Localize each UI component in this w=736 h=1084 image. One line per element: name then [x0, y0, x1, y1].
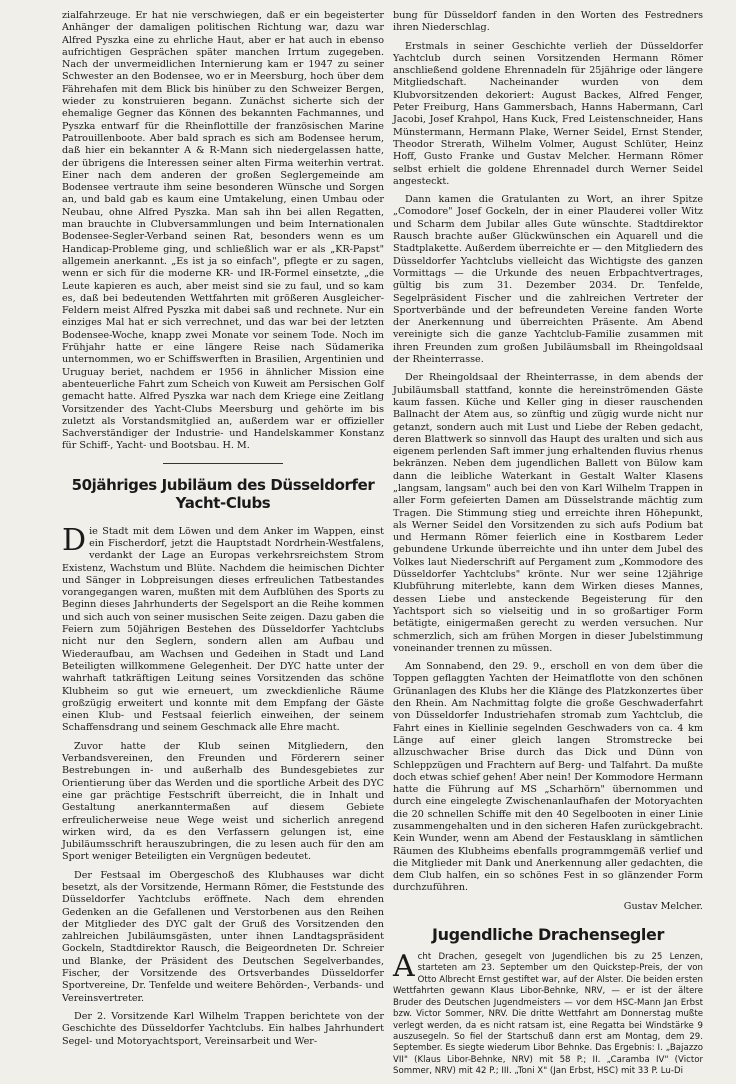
article-paragraph: Der 2. Vorsitzende Karl Wilhelm Trappen berichtete von der Geschichte des Düsseldorfer Yachtclubs. Ein halbes Jahrhundert Segel- und Motoryachtsport, Vereinsarbeit und Wer- [62, 1010, 384, 1047]
section-divider [163, 463, 283, 464]
article-paragraph: Zuvor hatte der Klub seinen Mitgliedern, den Verbandsvereinen, den Freunden und Förderern seiner Bestrebungen in- und außerhalb des Bundesgebietes zur Orientierung über das Werden und die sportliche Arbeit des DYC eine gar prächtige Festschrift überreicht, die in Inhalt und Gestaltung anerkanntermaßen auf diesem Gebiete erfreulicherweise neue Wege weist und sicherlich anregend wirken wird, da es den Verfassern gelungen ist, eine Jubiläumsschrift herauszubringen, die zu lesen auch für den am Sport weniger Beteiligten ein Vergnügen bedeutet. [62, 740, 384, 863]
right-column [393, 10, 703, 1084]
article-paragraph: Erstmals in seiner Geschichte verlieh der Düsseldorfer Yachtclub durch seinen Vorsitzenden Hermann Römer anschließend goldene Ehrennadeln für 25jährige oder längere Mitgliedschaft. Nacheinander wurden von dem Klubvorsitzenden dekoriert: August Backes, Alfred Fenger, Peter Freiburg, Hans Gammersbach, Hanns Habermann, Carl Jacobi, Josef Krahpol, Hans Kuck, Fred Leistenschneider, Hans Münstermann, Hermann Plake, Werner Seidel, Ernst Stender, Theodor Strerath, Wilhelm Volmer, August Schlüter, Heinz Hoff, Gusto Franke und Gustav Melcher. Hermann Römer selbst erhielt die goldene Ehrennadel durch Werner Seidel angesteckt. [393, 40, 703, 187]
article-paragraph: Der Festsaal im Obergeschoß des Klubhauses war dicht besetzt, als der Vorsitzende, Hermann Römer, die Feststunde des Düsseldorfer Yachtclubs eröffnete. Nach dem ehrenden Gedenken an die Gefallenen und Verstorbenen aus den Reihen der Mitglieder des DYC galt der Gruß des Vorsitzenden den zahlreichen Jubiläumsgästen, unter ihnen Landtagspräsident Gockeln, Stadtdirektor Rausch, die Beigeordneten Dr. Schreier und Blanke, der Präsident des Deutschen Segelverbandes, Fischer, der Vorsitzende des Ortsverbandes Düsseldorfer Sportvereine, Dr. Tenfelde und weitere Behörden-, Verbands- und Vereinsvertreter. [62, 869, 384, 1004]
article2-paragraph-text: cht Drachen, gesegelt von Jugendlichen bis zu 25 Lenzen, starteten am 23. September um den Quickstep-Preis, der von Otto Albrecht Ernst gestiftet war, auf der Alster. Die beiden ersten Wettfahrten gewann Klaus Libor-Behnke, NRV, — er ist der ältere Bruder des Deutschen Jugendmeisters — vor dem HSC-Mann Jan Erbst bzw. Victor Sommer, NRV. Die dritte Wettfahrt am Donnerstag mußte verlegt werden, da es nicht ratsam ist, eine Regatta bei Windstärke 9 auszusegeln. So fiel der Startschuß dann erst am Montag, dem 29. September. Es siegte wiederum Libor Behnke. Das Ergebnis: I. „Bajazzo VII" (Klaus Libor-Behnke, NRV) mit 58 P.; II. „Caramba IV" (Victor Sommer, NRV) mit 42 P.; III. „Toni X" (Jan Erbst, HSC) mit 33 P. Lu-Di [393, 952, 703, 1077]
drop-cap: A [393, 949, 415, 985]
author-signature: Gustav Melcher. [623, 900, 703, 912]
article2-paragraph [393, 949, 703, 1077]
drop-cap: D [62, 522, 87, 558]
left-column [62, 10, 384, 1054]
article2-body [393, 949, 703, 1077]
article-paragraph: bung für Düsseldorf fanden in den Worten des Festredners ihren Niederschlag. [393, 10, 703, 34]
pyszka-obituary-text: zialfahrzeuge. Er hat nie verschwiegen, daß er ein begeisterter Anhänger der damaligen politischen Richtung war, dazu war Alfred Pyszka eine zu ehrliche Haut, aber er hat auch in ebenso aufrichtigen Gesprächen später manchen Irrtum zugegeben. Nach der unvermeidlichen Internierung kam er 1947 zu seiner Schwester an den Bodensee, wo er in Meersburg, hoch über dem Fährehafen mit dem Blick bis hinüber zu den Schweizer Bergen, wieder zu konstruieren begann. Zunächst sicherte sich der ehemalige Gegner das Können des bekannten Fachmannes, und Pyszka entwarf für die Rheinflottille der französischen Marine Patrouillenboote. Aber bald sprach es sich am Bodensee herum, daß hier ein bekannter A & R-Mann sich niedergelassen hatte, der übrigens die Interessen seiner alten Firma weiterhin vertrat. Einer nach dem anderen der großen Seglergemeinde am Bodensee vertraute ihm seine besonderen Wünsche und Sorgen an, und bald gab es kaum eine Umtakelung, einen Umbau oder Neubau, ohne Alfred Pyszka. Man sah ihn bei allen Regatten, man brauchte in Clubversammlungen und beim Internationalen Bodensee-Segler-Verband seinen Rat, besonders wenn es um Handicap-Probleme ging, und schließlich war er als „KR-Papst" allgemein anerkannt. „Es ist ja so einfach", pflegte er zu sagen, wenn er sich für die moderne KR- und IR-Formel einsetzte, „die Leute kapieren es auch, aber meist sind sie zu faul, und so kam es, daß bei bedeutenden Wettfahrten mit größeren Ausgleicher-Feldern meist Alfred Pyszka mit dabei saß und rechnete. Nur ein einziges Mal hat er sich verrechnet, und das war bei der letzten Bodensee-Woche, knapp zwei Monate vor seinem Tode. Noch im Frühjahr hatte er eine längere Reise nach Südamerika unternommen, wo er Schiffswerften in Brasilien, Argentinien und Uruguay beriet, nachdem er 1956 in ähnlicher Mission eine abenteuerliche Fahrt zum Scheich von Kuweit am Persischen Golf gemacht hatte. Alfred Pyszka war nach dem Kriege eine Zeitlang Vorsitzender des Yacht-Clubs Meersburg und gehörte im bis zuletzt als Vorstandsmitglied an, außerdem war er offizieller Sachverständiger der Industrie- und Handelskammer Konstanz für Schiff-, Yacht- und Bootsbau. H. M. [62, 10, 384, 452]
article-paragraph: Der Rheingoldsaal der Rheinterrasse, in dem abends der Jubiläumsball stattfand, konnte die hereinströmenden Gäste kaum fassen. Küche und Keller ging in dieser rauschenden Ballnacht der Atem aus, so zünftig und zügig wurde nicht nur getanzt, sondern auch mit Lust und Liebe der Reben gedacht, deren Blattwerk so sinnvoll das Haupt des uralten und sich aus eigenem perlenden Saft immer jung erhaltenden fluvius rhenus bekränzen. Neben dem jugendlichen Ballett von Bülow kam dann die leibliche Waterkant in Gestalt Walter Klasens „langsam, langsam" auch bei den von Karl Wilhelm Trappen in aller Form gefeierten Damen am Düsselstrande mächtig zum Tragen. Die Stimmung stieg und erreichte ihren Höhepunkt, als Werner Seidel den Vorsitzenden zu sich aufs Podium bat und Hermann Römer feierlich eine in Kostbarem Leder gebundene Urkunde überreichte und ihn unter dem Jubel des Volkes laut Niederschrift auf Pergament zum „Kommodore des Düsseldorfer Yachtclubs" krönte. Nur wer seine 12jährige Klubführung miterlebte, kann dem Wirken dieses Mannes, dessen Liebe und ansteckende Begeisterung für den Yachtsport sich so vielseitig und in so großartiger Form betätigte, einigermaßen gerecht zu werden versuchen. Nur schmerzlich, sich am frühen Morgen in dieser Jubelstimmung voneinander trennen zu müssen. [393, 372, 703, 654]
article-paragraph-text: ie Stadt mit dem Löwen und dem Anker im Wappen, einst ein Fischerdorf, jetzt die Hauptstadt Nordrhein-Westfalens, verdankt der Lage an Europas verkehrsreichstem Strom Existenz, Wachstum und Blüte. Nachdem die heimischen Dichter und Sänger in Lobpreisungen dieses erfreulichen Tatbestandes vorangegangen waren, mußten mit dem Aufblühen des Sports zu Beginn dieses Jahrhunderts der Segelsport an die Reihe kommen und sich auch von seiner musischen Seite zeigen. Dazu gaben die Feiern zum 50jährigen Bestehen des Düsseldorfer Yachtclubs nicht nur den Seglern, sondern allen am Aufbau und Wiederaufbau, am Wachsen und Gedeihen in Stadt und Land Beteiligten willkommene Gelegenheit. Der DYC hatte unter der wahrhaft tatkräftigen Leitung seines Vorsitzenden das schöne Klubheim so gut wie erneuert, um zweckdienliche Räume großzügig erweitert und konnte mit dem Empfang der Gäste einen Klub- und Festsaal feierlich einweihen, der seinem Schaffensdrang und seinem Geschmack alle Ehre macht. [62, 525, 384, 734]
article2-title: Jugendliche Drachensegler [432, 925, 664, 945]
article-paragraph [62, 522, 384, 735]
article-title: 50jähriges Jubiläum des Düsseldorfer Yacht-Clubs [71, 475, 375, 512]
article-paragraph: Am Sonnabend, den 29. 9., erscholl en von dem über die Toppen geflaggten Yachten der Heimatflotte von den schönen Grünanlagen des Klubs her die Klänge des Platzkonzertes über den Rhein. Am Nachmittag folgte die große Geschwaderfahrt von Düsseldorfer Industriehafen stromab zum Yachtclub, die Fahrt eines in Kiellinie segelnden Geschwaders von ca. 4 km Länge auf einer gleich langen Stromstrecke bei allzuschwacher Brise durch das Dick und Dünn von Schleppzügen und Frachtern auf Berg- und Talfahrt. Da mußte doch etwas schief gehen! Aber nein! Der Kommodore Hermann hatte die Führung auf MS „Scharhörn" übernommen und durch eine eingelegte Zwischenanlaufhafen der Motoryachten die 20 schnellen Schiffe mit den 40 Segelbooten in einer Linie zusammengehalten und in den sicheren Hafen zurückgebracht. Kein Wunder, wenn am Abend der Festausklang in sämtlichen Räumen des Klubheims ebenfalls programmgemäß verlief und die Mitglieder mit Dank und Anerkennung aller gedachten, die dem Club halfen, ein so schönes Fest in so glänzender Form durchzuführen. [393, 661, 703, 894]
article-paragraph: Dann kamen die Gratulanten zu Wort, an ihrer Spitze „Comodore" Josef Gockeln, der in einer Plauderei voller Witz und Scharm dem Jubilar alles Gute wünschte. Stadtdirektor Rausch brachte außer Glückwünschen ein Aquarell und die Stadtplakette. Außerdem überreichte er — den Mitgliedern des Düsseldorfer Yachtclubs vielleicht das Wichtigste des ganzen Vormittags — die Urkunde des neuen Erbpachtvertrages, gültig bis zum 31. Dezember 2034. Dr. Tenfelde, Segelpräsident Fischer und die zahlreichen Vertreter der Sportverbände und der befreundeten Vereine fanden Worte der Anerkennung und überreichten Präsente. Am Abend vereinigte sich die ganze Yachtclub-Familie zusammen mit ihren Freunden zum großen Jubiläumsball im Rheingoldsaal der Rheinterrasse. [393, 194, 703, 366]
